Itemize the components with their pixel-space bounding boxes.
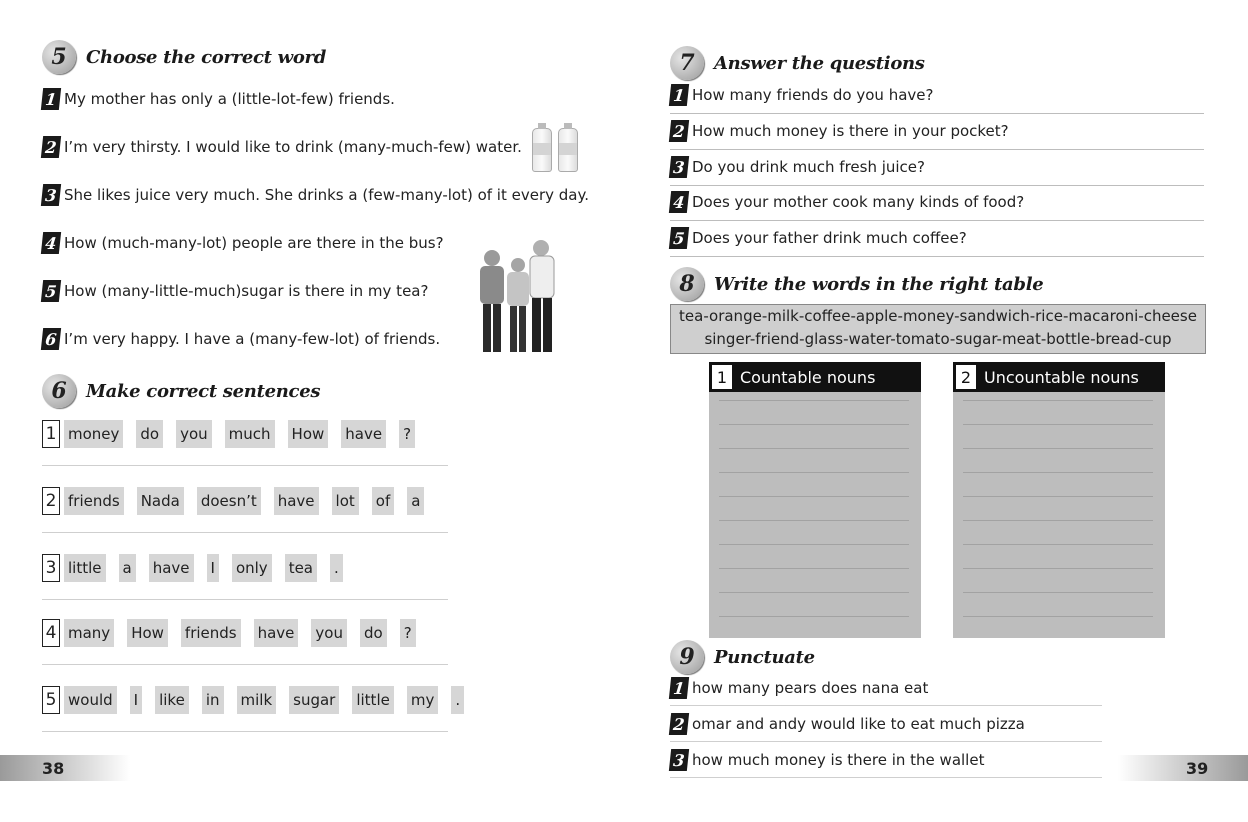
question-text[interactable]: How (many-little-much)sugar is there in my tea? [64, 282, 429, 300]
answer-line[interactable] [42, 465, 448, 466]
answer-line[interactable] [670, 256, 1204, 257]
item-number: 2 [669, 713, 689, 735]
word-tile[interactable]: I [130, 686, 142, 714]
question-number: 1 [669, 84, 689, 106]
section-9-heading: Punctuate [714, 646, 815, 668]
punctuate-item [670, 749, 984, 771]
countable-table-body[interactable] [709, 392, 921, 638]
answer-line[interactable] [670, 113, 1204, 114]
choice-question [42, 88, 395, 110]
word-tile[interactable]: friends [64, 487, 124, 515]
answer-line[interactable] [670, 220, 1204, 221]
word-tile[interactable]: How [127, 619, 168, 647]
uncountable-table-label: Uncountable nouns [984, 367, 1139, 387]
section-5-number: 5 [42, 40, 76, 74]
table-writing-line [963, 424, 1153, 425]
word-tile[interactable]: How [288, 420, 329, 448]
section-9-title [670, 640, 815, 674]
word-tile[interactable]: Nada [137, 487, 184, 515]
sentence-row [42, 420, 428, 448]
section-7-title [670, 46, 925, 80]
table-writing-line [719, 496, 909, 497]
question-text[interactable]: My mother has only a (little-lot-few) friends. [64, 90, 395, 108]
word-tile[interactable]: have [149, 554, 194, 582]
table-writing-line [719, 448, 909, 449]
section-5-heading: Choose the correct word [86, 46, 326, 68]
sentence-row [42, 554, 356, 582]
table-writing-line [719, 472, 909, 473]
section-8-number: 8 [670, 267, 704, 301]
answer-question [670, 156, 925, 178]
table-writing-line [963, 544, 1153, 545]
word-tile[interactable]: milk [237, 686, 277, 714]
punctuate-item [670, 713, 1025, 735]
word-tile[interactable]: much [225, 420, 275, 448]
word-tile[interactable]: would [64, 686, 117, 714]
word-bank [670, 304, 1206, 354]
section-6-number: 6 [42, 374, 76, 408]
word-tile[interactable]: you [311, 619, 347, 647]
word-tile[interactable]: my [407, 686, 439, 714]
word-tile[interactable]: do [136, 420, 163, 448]
table-writing-line [963, 520, 1153, 521]
section-8-title [670, 267, 1043, 301]
table-writing-line [963, 496, 1153, 497]
answer-question [670, 120, 1009, 142]
table-writing-line [963, 616, 1153, 617]
word-tile[interactable]: little [64, 554, 106, 582]
section-6-title [42, 374, 320, 408]
answer-line[interactable] [42, 599, 448, 600]
sentence-number: 2 [42, 487, 60, 515]
uncountable-table-header [953, 362, 1165, 392]
answer-question [670, 191, 1024, 213]
question-number: 6 [41, 328, 61, 350]
question-number: 2 [669, 120, 689, 142]
table-writing-line [719, 544, 909, 545]
right-footer-bar [1118, 755, 1248, 781]
question-number: 5 [41, 280, 61, 302]
answer-question [670, 84, 933, 106]
question-text: How many friends do you have? [692, 86, 934, 104]
table-writing-line [719, 592, 909, 593]
word-tile[interactable]: of [372, 487, 394, 515]
uncountable-table-number: 2 [956, 365, 976, 389]
item-text: how many pears does nana eat [692, 679, 929, 697]
answer-line[interactable] [670, 705, 1102, 706]
word-tile[interactable]: friends [181, 619, 241, 647]
question-number: 5 [669, 227, 689, 249]
choice-question [42, 232, 444, 254]
question-text: How much money is there in your pocket? [692, 122, 1009, 140]
word-tile[interactable]: ? [399, 420, 415, 448]
word-tile[interactable]: like [155, 686, 189, 714]
section-7-heading: Answer the questions [714, 52, 925, 74]
item-text: how much money is there in the wallet [692, 751, 985, 769]
word-tile[interactable]: a [119, 554, 136, 582]
word-tile[interactable]: a [407, 487, 424, 515]
question-number: 4 [669, 191, 689, 213]
countable-table-number: 1 [712, 365, 732, 389]
question-text[interactable]: I’m very happy. I have a (many-few-lot) of friends. [64, 330, 441, 348]
word-tile[interactable]: only [232, 554, 272, 582]
children-photo [474, 238, 560, 358]
word-tile[interactable]: doesn’t [197, 487, 261, 515]
word-tile[interactable]: money [64, 420, 123, 448]
word-tile[interactable]: tea [285, 554, 317, 582]
word-tile[interactable]: have [254, 619, 299, 647]
word-tile[interactable]: little [352, 686, 394, 714]
sentence-row [42, 686, 477, 714]
uncountable-table-body[interactable] [953, 392, 1165, 638]
table-writing-line [719, 568, 909, 569]
table-writing-line [963, 472, 1153, 473]
question-text[interactable]: How (much-many-lot) people are there in the bus? [64, 234, 444, 252]
question-number: 3 [41, 184, 61, 206]
table-writing-line [963, 400, 1153, 401]
section-9-number: 9 [670, 640, 704, 674]
choice-question [42, 280, 428, 302]
table-writing-line [963, 592, 1153, 593]
water-bottle-image [532, 128, 552, 172]
sentence-row [42, 619, 429, 647]
choice-question [42, 328, 440, 350]
left-footer-bar [0, 755, 130, 781]
table-writing-line [719, 616, 909, 617]
answer-question [670, 227, 967, 249]
left-page-number: 38 [42, 759, 65, 778]
item-number: 3 [669, 749, 689, 771]
item-number: 1 [669, 677, 689, 699]
sentence-number: 5 [42, 686, 60, 714]
table-writing-line [719, 520, 909, 521]
right-page-number: 39 [1186, 759, 1209, 778]
question-text[interactable]: She likes juice very much. She drinks a (few-many-lot) of it every day. [64, 186, 589, 204]
countable-table-label: Countable nouns [740, 367, 876, 387]
word-tile[interactable]: sugar [289, 686, 339, 714]
word-tile[interactable]: ? [400, 619, 416, 647]
sentence-number: 4 [42, 619, 60, 647]
table-writing-line [963, 448, 1153, 449]
word-tile[interactable]: in [202, 686, 224, 714]
word-tile[interactable]: have [274, 487, 319, 515]
word-tile[interactable]: . [451, 686, 464, 714]
word-tile[interactable]: have [341, 420, 386, 448]
choice-question [42, 136, 522, 158]
sentence-number: 3 [42, 554, 60, 582]
question-number: 3 [669, 156, 689, 178]
answer-line[interactable] [670, 185, 1204, 186]
table-writing-line [719, 424, 909, 425]
water-bottle-image [558, 128, 578, 172]
answer-line[interactable] [670, 777, 1102, 778]
item-text: omar and andy would like to eat much pizza [692, 715, 1025, 733]
question-number: 1 [41, 88, 61, 110]
section-5-title [42, 40, 326, 74]
question-number: 4 [41, 232, 61, 254]
section-6-heading: Make correct sentences [86, 380, 321, 402]
countable-table-header [709, 362, 921, 392]
question-number: 2 [41, 136, 61, 158]
word-tile[interactable]: . [330, 554, 343, 582]
question-text: Does your father drink much coffee? [692, 229, 967, 247]
question-text: Do you drink much fresh juice? [692, 158, 925, 176]
section-7-number: 7 [670, 46, 704, 80]
section-8-heading: Write the words in the right table [714, 273, 1044, 295]
table-writing-line [719, 400, 909, 401]
choice-question [42, 184, 589, 206]
word-tile[interactable]: I [207, 554, 219, 582]
word-bank-line-1: tea-orange-milk-coffee-apple-money-sandwich-rice-macaroni-cheese [679, 307, 1197, 325]
answer-line[interactable] [42, 731, 448, 732]
answer-line[interactable] [670, 149, 1204, 150]
table-writing-line [963, 568, 1153, 569]
answer-line[interactable] [670, 741, 1102, 742]
word-tile[interactable]: do [360, 619, 387, 647]
punctuate-item [670, 677, 928, 699]
word-tile[interactable]: lot [332, 487, 359, 515]
sentence-number: 1 [42, 420, 60, 448]
sentence-row [42, 487, 437, 515]
question-text: Does your mother cook many kinds of food? [692, 193, 1025, 211]
word-tile[interactable]: you [176, 420, 212, 448]
word-bank-line-2: singer-friend-glass-water-tomato-sugar-meat-bottle-bread-cup [704, 330, 1172, 348]
answer-line[interactable] [42, 532, 448, 533]
answer-line[interactable] [42, 664, 448, 665]
question-text[interactable]: I’m very thirsty. I would like to drink (many-much-few) water. [64, 138, 522, 156]
word-tile[interactable]: many [64, 619, 114, 647]
